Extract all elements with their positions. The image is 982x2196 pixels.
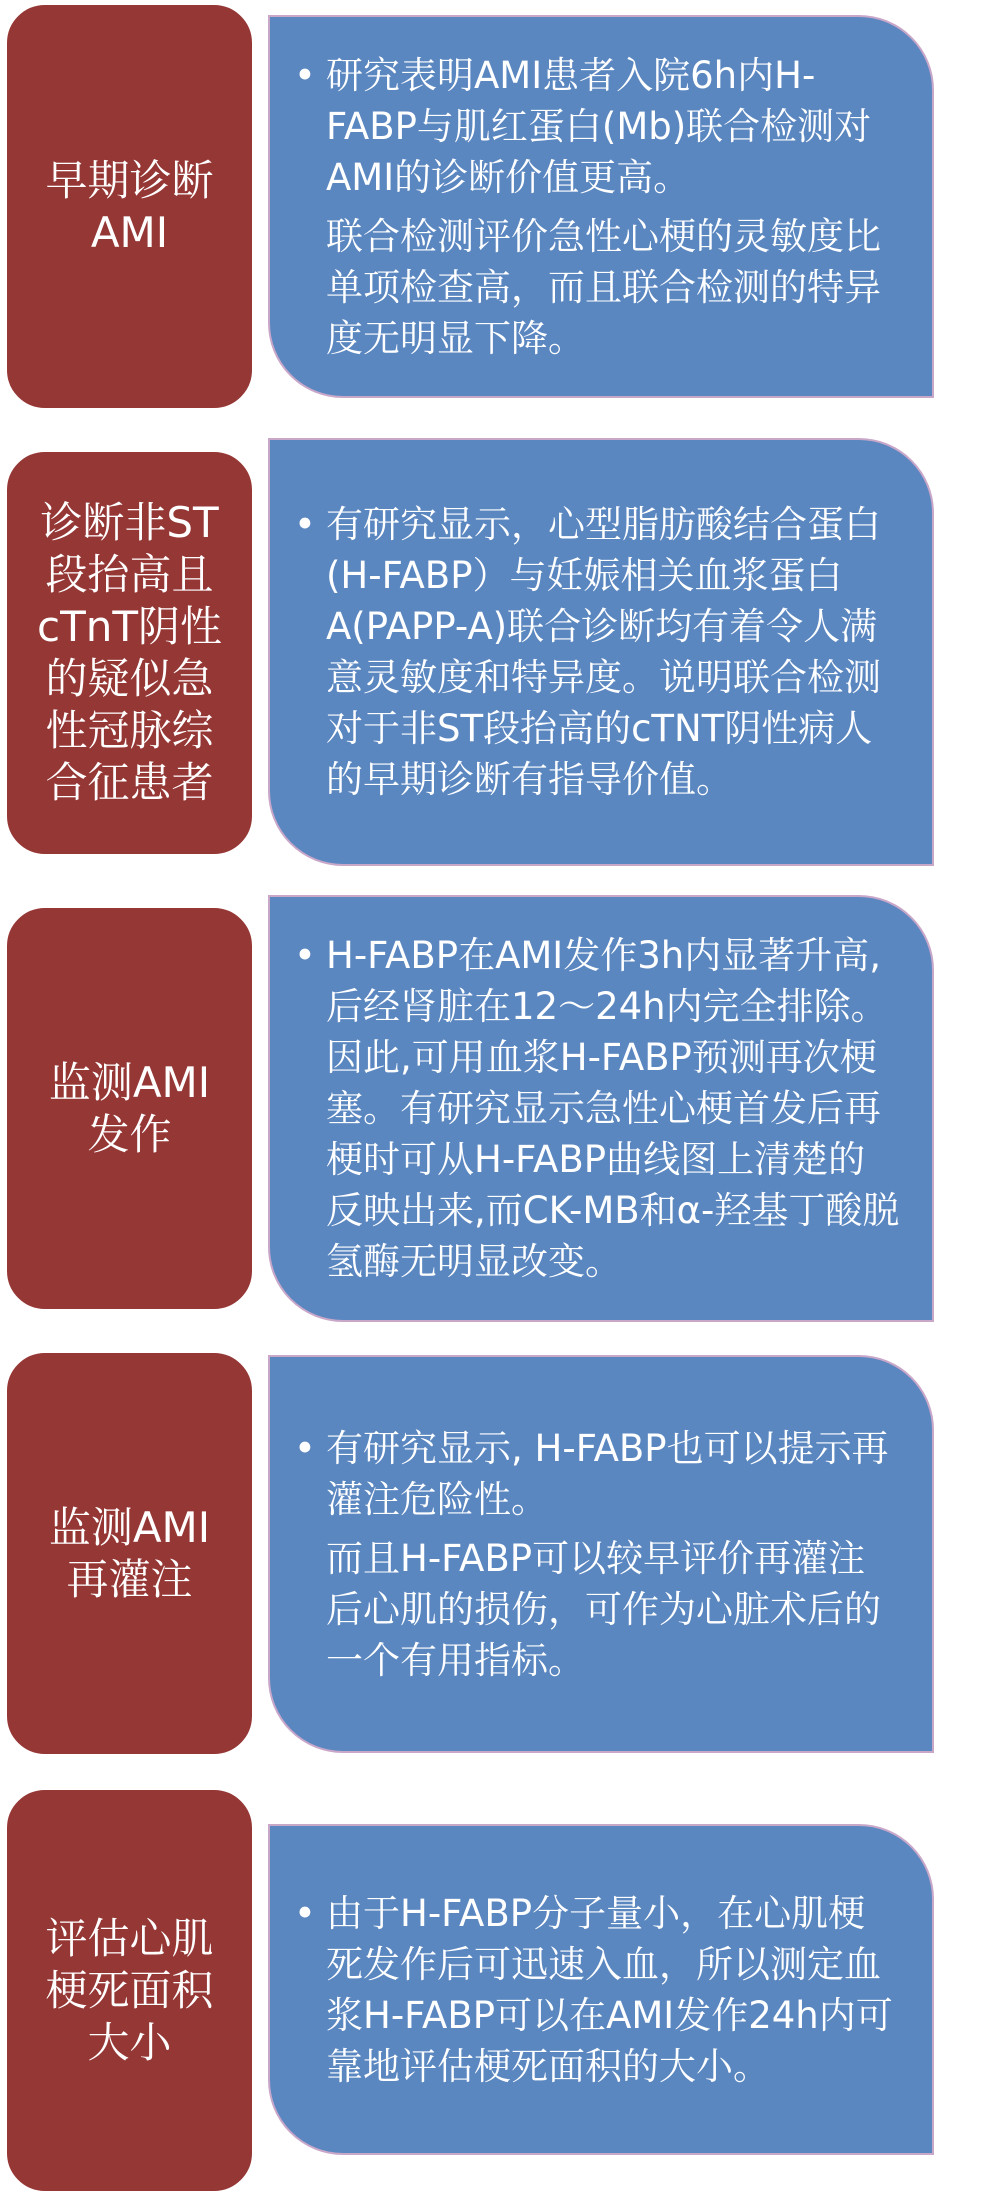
label-box-non-st-diagnosis (5, 450, 254, 856)
label-text: 早期诊断 AMI (45, 155, 214, 257)
paragraph: • 有研究显示，心型脂肪酸结合蛋白(H-FABP）与妊娠相关血浆蛋白A(PAPP-A)联合诊断均有着令人满意灵敏度和特异度。说明联合检测对于非ST段抬高的cTNT阴性病人的早期诊断有指导价值。 (326, 499, 900, 805)
paragraph: • 由于H-FABP分子量小，在心肌梗死发作后可迅速入血，所以测定血浆H-FABP可以在AMI发作24h内可靠地评估梗死面积的大小。 (326, 1888, 900, 2092)
label-box-infarct-size (5, 1788, 254, 2193)
paragraph: 而且H-FABP可以较早评价再灌注后心肌的损伤，可作为心脏术后的一个有用指标。 (326, 1536, 881, 1682)
paragraph: • 有研究显示, H-FABP也可以提示再灌注危险性。 (326, 1423, 900, 1525)
label-text: 监测AMI 发作 (48, 1057, 211, 1159)
label-text: 诊断非ST 段抬高且 cTnT阴性 的疑似急 性冠脉综 合征患者 (36, 498, 223, 807)
paragraph: • 研究表明AMI患者入院6h内H-FABP与肌红蛋白(Mb)联合检测对AMI的诊断价值更高。 (326, 50, 900, 203)
content-box-infarct-size (268, 1824, 934, 2155)
label-box-early-diagnosis (5, 3, 254, 410)
paragraph: 联合检测评价急性心梗的灵敏度比单项检查高，而且联合检测的特异度无明显下降。 (326, 214, 881, 360)
label-box-monitor-reperfusion (5, 1351, 254, 1756)
content-box-non-st-diagnosis (268, 438, 934, 866)
label-text: 评估心肌 梗死面积 大小 (45, 1913, 214, 2067)
paragraph: • H-FABP在AMI发作3h内显著升高, 后经肾脏在12～24h内完全排除。因此,可用血浆H-FABP预测再次梗塞。有研究显示急性心梗首发后再梗时可从H-FABP曲线图上清楚的反映出来,而CK-MB和α-羟基丁酸脱氢酶无明显改变。 (326, 930, 900, 1287)
label-box-monitor-ami-onset (5, 906, 254, 1311)
content-box-monitor-ami-onset (268, 895, 934, 1322)
content-box-monitor-reperfusion (268, 1355, 934, 1753)
label-text: 监测AMI 再灌注 (48, 1502, 211, 1604)
content-box-early-diagnosis (268, 15, 934, 398)
